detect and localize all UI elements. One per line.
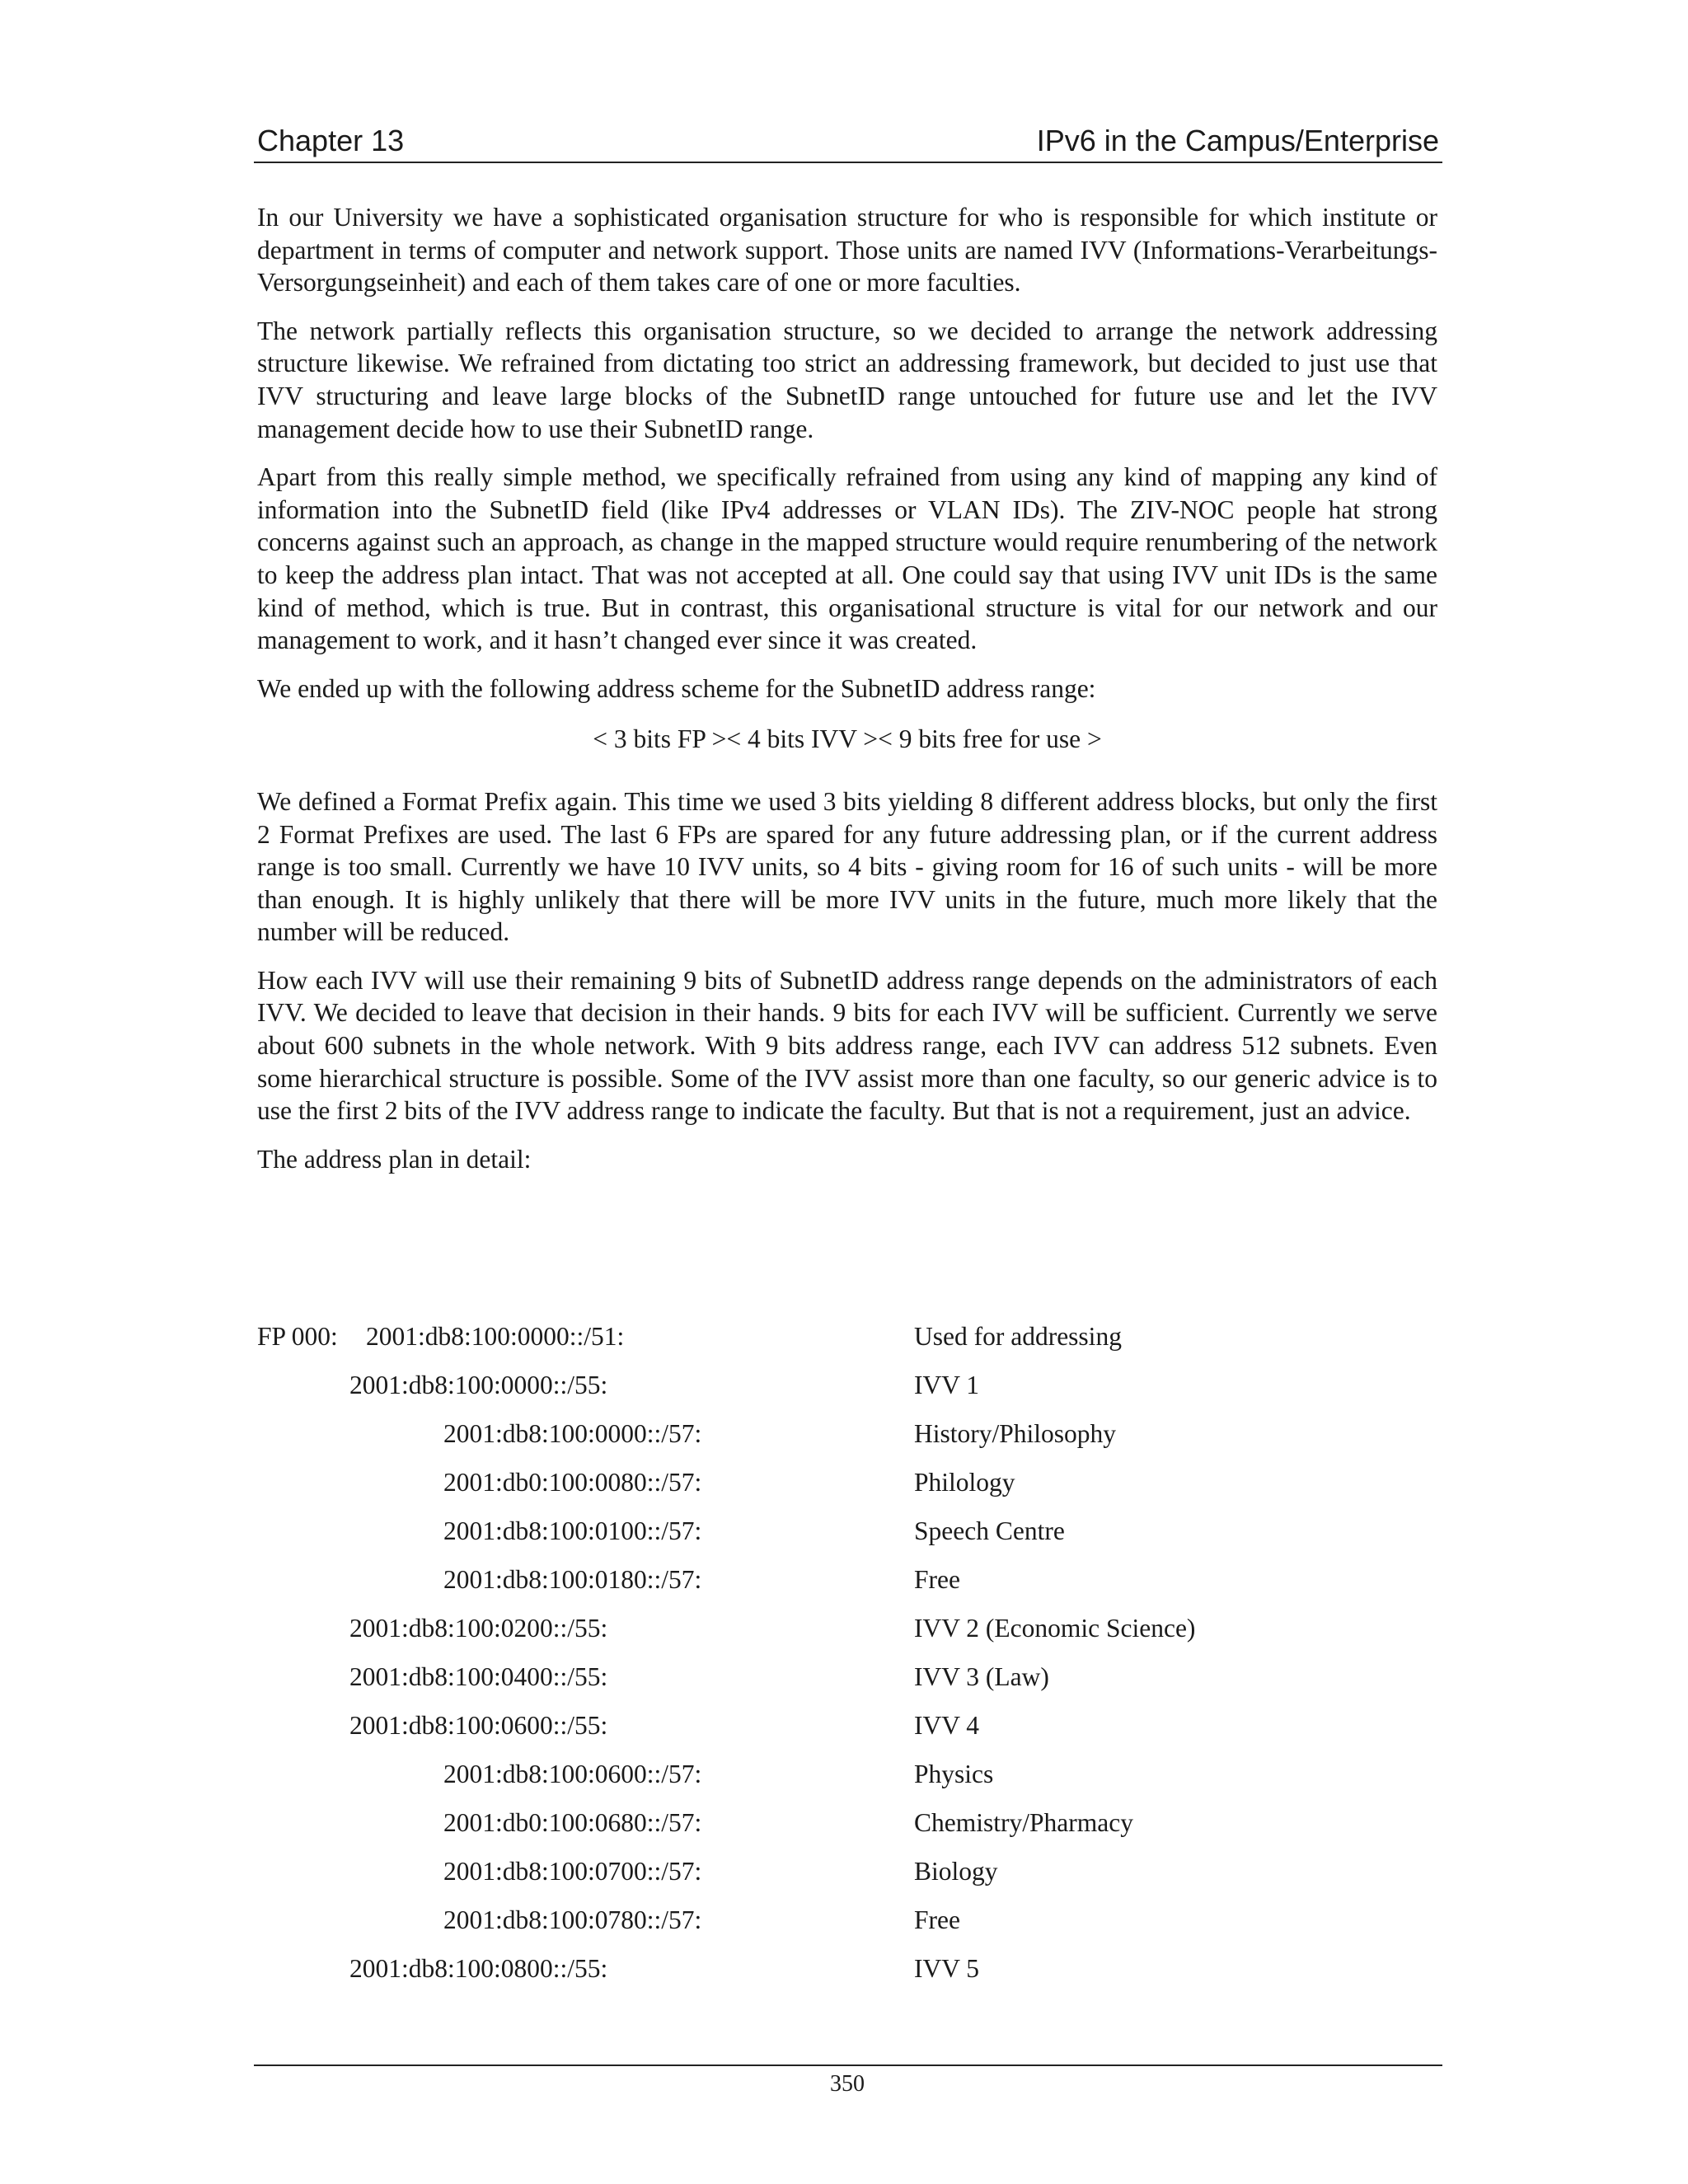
plan-description: Chemistry/Pharmacy bbox=[914, 1808, 1133, 1837]
plan-description: IVV 3 (Law) bbox=[914, 1662, 1049, 1691]
paragraph: We defined a Format Prefix again. This time we used 3 bits yielding 8 different address blocks, but only the first 2 Format Prefixes are used. The last 6 FPs are spared for any future addressing plan, or if the current address range is too small. Currently we have 10 IVV units, so 4 bits - giving room for 16 of such units - will be more than enough. It is highly unlikely that there will be more IVV units in the future, much more likely that the number will be reduced. bbox=[257, 786, 1437, 947]
plan-row bbox=[257, 1614, 1437, 1662]
paragraph: The network partially reflects this organisation structure, so we decided to arrange the network addressing structure likewise. We refrained from dictating too strict an addressing framework, but decided to just use that IVV structuring and leave large blocks of the SubnetID range untouched for future use and let the IVV management decide how to use their SubnetID range. bbox=[257, 316, 1437, 443]
chapter-label: Chapter 13 bbox=[257, 124, 405, 157]
plan-description: IVV 2 (Economic Science) bbox=[914, 1614, 1196, 1643]
plan-address: 2001:db8:100:0600::/57: bbox=[443, 1760, 702, 1788]
plan-row bbox=[257, 1371, 1437, 1419]
paragraph: Apart from this really simple method, we specifically refrained from using any kind of mapping any kind of information into the SubnetID field (like IPv4 addresses or VLAN IDs). The ZIV-NOC people hat strong concerns against such an approach, as change in the mapped structure would require renumbering of the network to keep the address plan intact. That was not accepted at all. One could say that using IVV unit IDs is the same kind of method, which is true. But in contrast, this organisational structure is vital for our network and our management to work, and it hasn’t changed ever since it was created. bbox=[257, 462, 1437, 655]
plan-row bbox=[257, 1565, 1437, 1614]
plan-address: 2001:db8:100:0700::/57: bbox=[443, 1857, 702, 1886]
plan-row bbox=[257, 1954, 1437, 2003]
plan-address: 2001:db8:100:0600::/55: bbox=[349, 1711, 608, 1740]
paragraph: We ended up with the following address scheme for the SubnetID address range: bbox=[257, 673, 1096, 703]
plan-address: 2001:db8:100:0780::/57: bbox=[443, 1905, 702, 1934]
running-header bbox=[254, 120, 1442, 163]
paragraph: How each IVV will use their remaining 9 bits of SubnetID address range depends on the administrators of each IVV. We decided to leave that decision in their hands. 9 bits for each IVV will be sufficient. Currently we serve about 600 subnets in the whole network. With 9 bits address range, each IVV can address 512 subnets. Even some hierarchical structure is possible. Some of the IVV assist more than one faculty, so our generic advice is to use the first 2 bits of the IVV address range to indicate the faculty. But that is not a requirement, just an advice. bbox=[257, 965, 1437, 1126]
plan-description: Physics bbox=[914, 1760, 994, 1788]
plan-row bbox=[257, 1711, 1437, 1760]
plan-description: History/Philosophy bbox=[914, 1419, 1117, 1448]
address-plan bbox=[257, 1322, 1437, 2003]
plan-description: Used for addressing bbox=[914, 1322, 1122, 1351]
page-number: 350 bbox=[830, 2071, 865, 2097]
plan-address: 2001:db8:100:0200::/55: bbox=[349, 1614, 608, 1643]
plan-description: IVV 4 bbox=[914, 1711, 980, 1740]
plan-description: Free bbox=[914, 1565, 960, 1594]
plan-row bbox=[257, 1516, 1437, 1565]
plan-address: 2001:db8:100:0180::/57: bbox=[443, 1565, 702, 1594]
plan-address: 2001:db8:100:0000::/57: bbox=[443, 1419, 702, 1448]
plan-address: 2001:db0:100:0680::/57: bbox=[443, 1808, 702, 1837]
plan-address: 2001:db8:100:0000::/55: bbox=[349, 1371, 608, 1399]
plan-address: 2001:db8:100:0000::/51: bbox=[366, 1322, 625, 1351]
plan-row bbox=[257, 1760, 1437, 1808]
plan-description: Speech Centre bbox=[914, 1516, 1065, 1545]
plan-address: 2001:db8:100:0400::/55: bbox=[349, 1662, 608, 1691]
header-divider bbox=[254, 162, 1442, 163]
plan-address: 2001:db0:100:0080::/57: bbox=[443, 1468, 702, 1497]
plan-description: Free bbox=[914, 1905, 960, 1934]
body-text bbox=[257, 201, 1437, 1191]
plan-address: 2001:db8:100:0100::/57: bbox=[443, 1516, 702, 1545]
footer-divider bbox=[254, 2064, 1442, 2066]
paragraph: The address plan in detail: bbox=[257, 1144, 532, 1174]
plan-row bbox=[257, 1905, 1437, 1954]
plan-address: 2001:db8:100:0800::/55: bbox=[349, 1954, 608, 1983]
paragraph: In our University we have a sophisticated organisation structure for who is responsible for which institute or department in terms of computer and network support. Those units are named IVV (Informations-Verarbeitungs-Versorgungseinheit) and each of them takes care of one or more faculties. bbox=[257, 203, 1437, 298]
plan-description: Philology bbox=[914, 1468, 1015, 1497]
chapter-title: IPv6 in the Campus/Enterprise bbox=[1036, 124, 1439, 157]
plan-row bbox=[257, 1857, 1437, 1905]
plan-description: IVV 5 bbox=[914, 1954, 980, 1983]
plan-row bbox=[257, 1662, 1437, 1711]
plan-description: IVV 1 bbox=[914, 1371, 980, 1399]
plan-row bbox=[257, 1419, 1437, 1468]
plan-row bbox=[257, 1808, 1437, 1857]
plan-row bbox=[257, 1322, 1437, 1371]
plan-row bbox=[257, 1468, 1437, 1516]
format-prefix-label: FP 000: bbox=[257, 1322, 338, 1351]
address-scheme: < 3 bits FP >< 4 bits IVV >< 9 bits free for use > bbox=[593, 724, 1102, 754]
plan-description: Biology bbox=[914, 1857, 998, 1886]
